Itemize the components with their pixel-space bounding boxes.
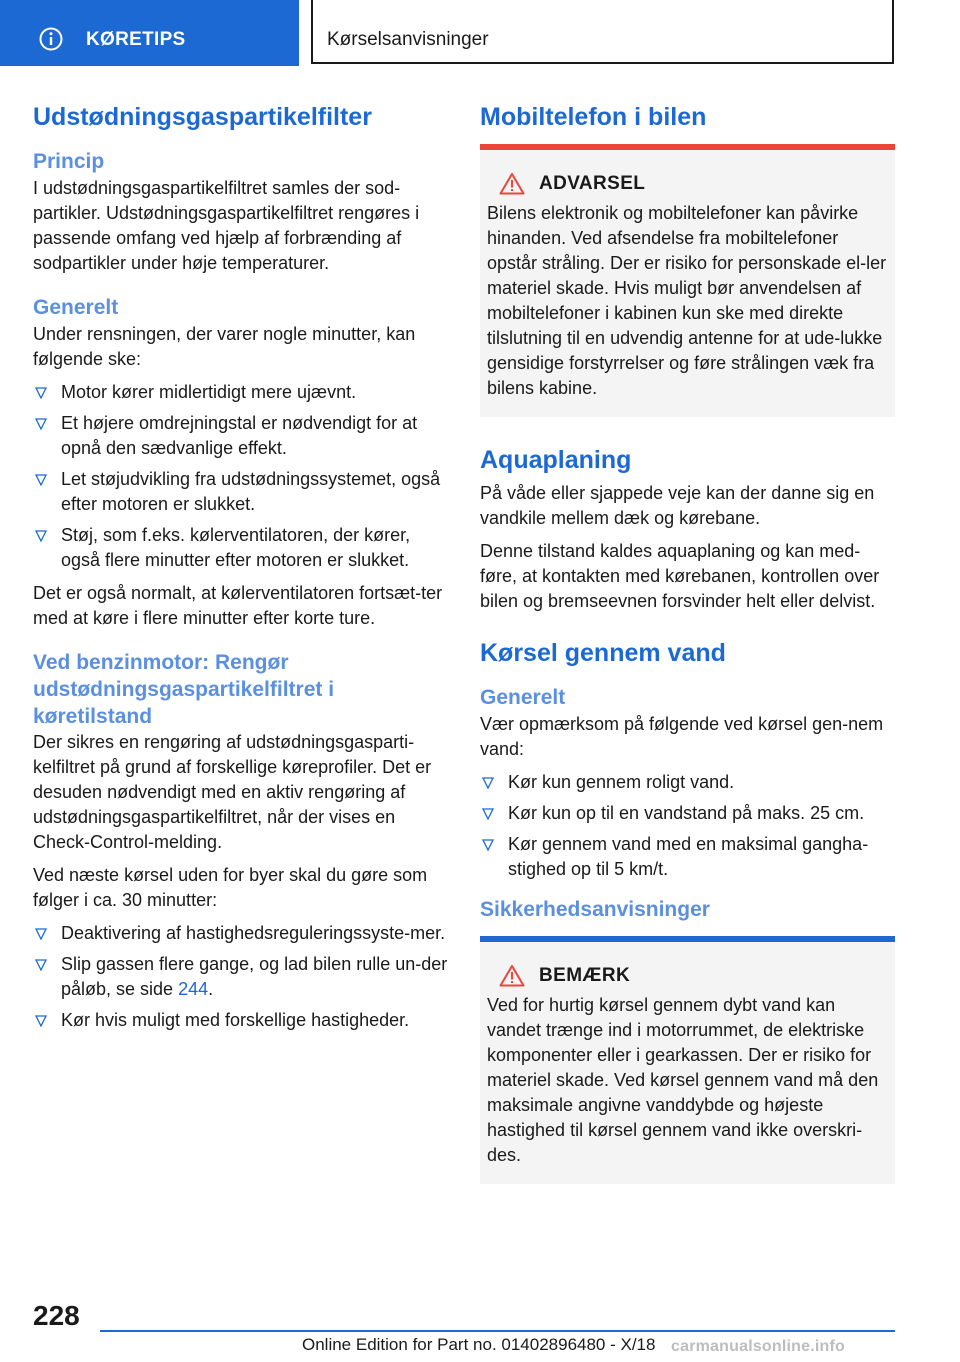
footer-watermark: carmanualsonline.info [671, 1338, 846, 1355]
benzin-list [33, 921, 448, 1033]
header-chapter-title: Kørselsanvisninger [327, 29, 489, 50]
subheading-generelt-water: Generelt [480, 686, 566, 709]
list-item: Motor kører midlertidigt mere ujævnt. [33, 380, 448, 405]
list-item: Deaktivering af hastighedsreguleringssyste-mer. [33, 921, 448, 946]
list-item: Slip gassen flere gange, og lad bilen rulle un-der påløb, se side 244. [33, 952, 448, 1002]
warning-text: Bilens elektronik og mobiltelefoner kan påvirke hinanden. Ved afsendelse fra mobiltelefoner opstår stråling. Der er risiko for personskade el-ler materiel skade. Hvis muligt bør anvendelsen af mobiltelefoner i kabinen kun ske med direkte tilslutning til en udvendig antenne for at ude-lukke gensidige forstyrrelser og føre strålingen væk fra bilens kabine. [487, 203, 887, 398]
list-item: Kør hvis muligt med forskellige hastigheder. [33, 1008, 448, 1033]
section-title-water-driving: Kørsel gennem vand [480, 639, 726, 667]
warning-callout [480, 144, 895, 417]
princip-text: I udstødningsgaspartikelfiltret samles der sod-partikler. Udstødningsgaspartikelfiltret rengøres i passende omfang ved hjælp af forbrænding af sodpartikler under høje temperaturer. [33, 178, 420, 273]
benzin-text-1: Der sikres en rengøring af udstødningsgasparti-kelfiltret på grund af forskellige køreprofiler. Det er desuden nødvendigt med en aktiv rengøring af udstødningsgaspartikelfiltret, når der vises en Check-Control-melding. [33, 732, 432, 852]
triangle-bullet-icon [35, 1015, 47, 1027]
section-title-aquaplaning: Aquaplaning [480, 446, 632, 474]
section-title-particle-filter: Udstødningsgaspartikelfilter [33, 103, 372, 131]
aquaplaning-text-1: På våde eller sjappede veje kan der danne sig en vandkile mellem dæk og kørebane. [480, 483, 875, 528]
warning-triangle-icon [499, 964, 525, 987]
generelt-list [33, 380, 448, 573]
warning-title: ADVARSEL [539, 172, 646, 194]
benzin-text-2: Ved næste kørsel uden for byer skal du gøre som følger i ca. 30 minutter: [33, 865, 428, 910]
triangle-bullet-icon [35, 418, 47, 430]
water-list [480, 770, 895, 882]
triangle-bullet-icon [35, 928, 47, 940]
footer-edition: Online Edition for Part no. 01402896480 - X/18 [302, 1335, 656, 1354]
triangle-bullet-icon [482, 839, 494, 851]
subheading-safety: Sikkerhedsanvisninger [480, 898, 710, 921]
note-text: Ved for hurtig kørsel gennem dybt vand kan vandet trænge ind i motorrummet, de elektriske komponenter eller i gearkassen. Der er risiko for materiel skade. Ved kørsel gennem vand må den maksimale angivne vanddybde og højeste hastighed til kørsel gennem vand ikke overskri-des. [487, 995, 879, 1165]
note-callout [480, 936, 895, 1184]
triangle-bullet-icon [35, 530, 47, 542]
list-item: Let støjudvikling fra udstødningssystemet, også efter motoren er slukket. [33, 467, 448, 517]
list-item: Støj, som f.eks. kølerventilatoren, der kører, også flere minutter efter motoren er slukket. [33, 523, 448, 573]
triangle-bullet-icon [482, 777, 494, 789]
generelt-intro: Under rensningen, der varer nogle minutter, kan følgende ske: [33, 324, 416, 369]
page-number: 228 [33, 1300, 80, 1331]
info-icon [39, 27, 63, 51]
warning-triangle-icon [499, 172, 525, 195]
list-item: Kør gennem vand med en maksimal gangha-stighed op til 5 km/t. [480, 832, 895, 882]
header-chapter-box [311, 0, 894, 64]
triangle-bullet-icon [482, 808, 494, 820]
subheading-princip: Princip [33, 150, 105, 173]
list-item: Kør kun op til en vandstand på maks. 25 cm. [480, 801, 895, 826]
note-title: BEMÆRK [539, 964, 631, 986]
left-column [33, 100, 448, 1041]
page-reference-link[interactable]: 244 [178, 979, 209, 999]
list-item: Et højere omdrejningstal er nødvendigt for at opnå den sædvanlige effekt. [33, 411, 448, 461]
subheading-benzin: Ved benzinmotor: Rengør udstødningsgaspartikelfiltret i køretilstand [33, 651, 335, 728]
triangle-bullet-icon [35, 474, 47, 486]
subheading-generelt: Generelt [33, 296, 119, 319]
header-section-tab [0, 0, 299, 66]
aquaplaning-text-2: Denne tilstand kaldes aquaplaning og kan med-føre, at kontakten med kørebanen, kontrollen over bilen og bremseevnen forsvinder helt eller delvist. [480, 541, 880, 611]
header-section-label: KØRETIPS [86, 29, 186, 50]
list-item: Kør kun gennem roligt vand. [480, 770, 895, 795]
triangle-bullet-icon [35, 959, 47, 971]
generelt-outro: Det er også normalt, at kølerventilatoren fortsæt-ter med at køre i flere minutter efter korte ture. [33, 583, 443, 628]
right-column [480, 100, 895, 1210]
water-intro: Vær opmærksom på følgende ved kørsel gen-nem vand: [480, 714, 884, 759]
triangle-bullet-icon [35, 387, 47, 399]
footer-rule [100, 1330, 895, 1332]
section-title-mobile-phone: Mobiltelefon i bilen [480, 103, 707, 131]
